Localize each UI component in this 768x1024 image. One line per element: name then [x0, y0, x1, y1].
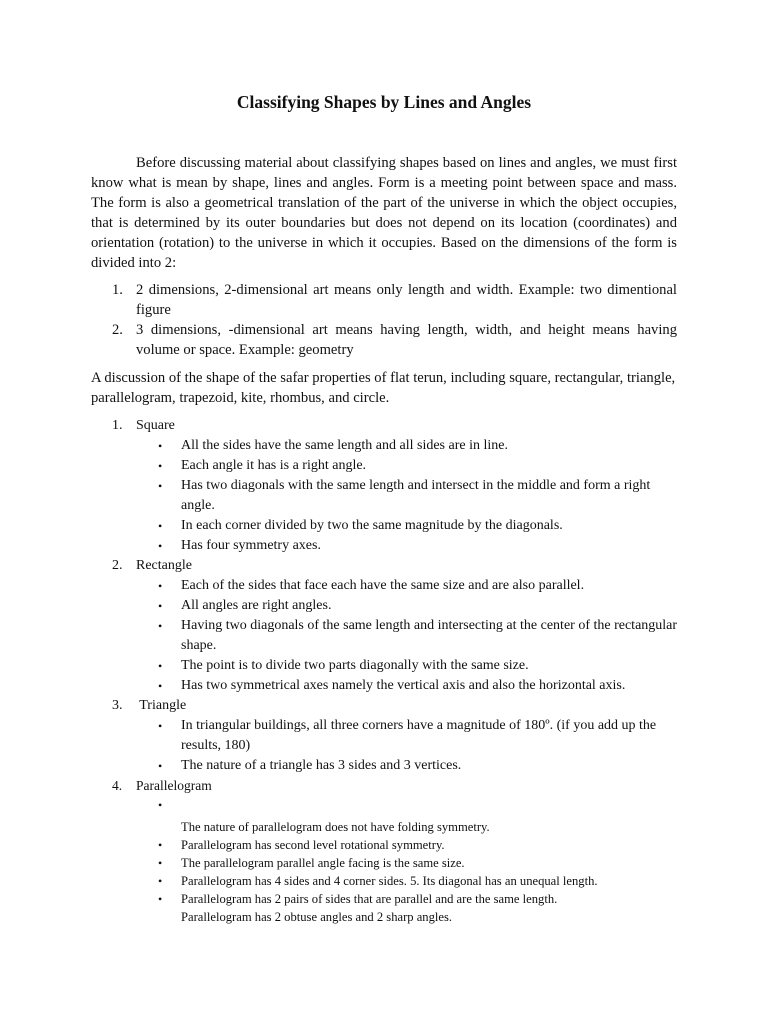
list-item — [91, 796, 681, 818]
list-item: • In each corner divided by two the same magnitude by the diagonals. — [91, 516, 681, 536]
list-item — [91, 280, 677, 320]
shape-name: Parallelogram — [136, 778, 212, 793]
bullet-icon: • — [158, 892, 163, 906]
shape-name: Square — [136, 418, 175, 433]
shape-item-parallelogram — [91, 776, 681, 926]
list-item: • The nature of a triangle has 3 sides and 3 vertices. — [91, 756, 681, 776]
shape-name: Rectangle — [136, 558, 192, 573]
shape-number: 4. — [112, 778, 123, 793]
list-item: • Parallelogram has 4 sides and 4 corner sides. 5. Its diagonal has an unequal length. — [158, 874, 598, 888]
bullet-icon: • — [158, 519, 163, 533]
list-item: • The parallelogram parallel angle facing is the same size. — [158, 856, 465, 870]
shape-item-square — [91, 416, 681, 556]
bullet-icon: • — [158, 719, 163, 733]
list-item: • Having two diagonals of the same length and intersecting at the center of the rectangular shape. — [158, 618, 678, 653]
bullet-icon: • — [158, 479, 163, 493]
bullet-icon: • — [158, 798, 163, 812]
shape-name: Triangle — [136, 698, 187, 713]
shape-number: 1. — [112, 418, 123, 433]
bullet-icon: • — [158, 539, 163, 553]
square-properties — [91, 436, 681, 556]
shape-item-triangle — [91, 696, 681, 776]
parallelogram-properties — [91, 796, 681, 926]
list-item: • The point is to divide two parts diagonally with the same size. — [91, 656, 681, 676]
list-item: • Has two diagonals with the same length and intersect in the middle and form a right angle. — [158, 478, 651, 513]
shapes-list — [91, 416, 681, 926]
shape-item-rectangle — [91, 556, 681, 696]
bullet-icon: • — [158, 874, 163, 888]
bullet-icon: • — [158, 599, 163, 613]
list-item: • Has four symmetry axes. — [91, 536, 681, 556]
list-number: 1. — [112, 282, 123, 298]
bullet-icon: • — [158, 659, 163, 673]
dimensions-list — [91, 280, 677, 360]
list-item: • Has two symmetrical axes namely the vertical axis and also the horizontal axis. — [91, 676, 681, 696]
page-title: Classifying Shapes by Lines and Angles — [236, 92, 532, 112]
list-item: The nature of parallelogram does not have folding symmetry. — [181, 820, 490, 834]
bullet-icon: • — [158, 459, 163, 473]
bullet-icon: • — [158, 759, 163, 773]
list-item — [91, 320, 677, 360]
bullet-icon: • — [158, 838, 163, 852]
bullet-icon: • — [158, 679, 163, 693]
list-item: • In triangular buildings, all three corners have a magnitude of 180º. (if you add up the results, 180) — [158, 718, 657, 753]
bullet-icon: • — [158, 619, 163, 633]
shape-number: 2. — [112, 558, 123, 573]
shape-number: 3. — [112, 698, 123, 713]
list-item: • Parallelogram has 2 pairs of sides that are parallel and are the same length. Parallelogram has 2 obtuse angles and 2 sharp angles. — [91, 890, 681, 926]
bullet-icon: • — [158, 856, 163, 870]
list-item: • Each angle it has is a right angle. — [91, 456, 681, 476]
list-text: 3 dimensions, -dimensional art means having length, width, and height means having volume or space. Example: geometry — [136, 322, 677, 358]
triangle-properties — [91, 716, 681, 776]
rectangle-properties — [91, 576, 681, 696]
intro-paragraph: Before discussing material about classifying shapes based on lines and angles, we must first know what is mean by shape, lines and angles. Form is a meeting point between space and mass. The form is also a geometrical translation of the part of the universe in which the object occupies, that is determined by its outer boundaries but does not depend on its location (coordinates) and orientation (rotation) to the universe in which it occupies. Based on the dimensions of the form is divided into 2: — [91, 155, 677, 271]
list-number: 2. — [112, 322, 123, 338]
discussion-paragraph: A discussion of the shape of the safar properties of flat terun, including square, rectangular, triangle, parallelogram, trapezoid, kite, rhombus, and circle. — [91, 370, 676, 406]
bullet-icon: • — [158, 439, 163, 453]
list-continuation: Parallelogram has 2 obtuse angles and 2 sharp angles. — [181, 910, 453, 924]
list-item: • Parallelogram has second level rotational symmetry. — [158, 838, 445, 852]
list-text: 2 dimensions, 2-dimensional art means only length and width. Example: two dimentional figure — [136, 282, 677, 318]
list-item: • Each of the sides that face each have the same size and are also parallel. — [91, 576, 681, 596]
bullet-icon: • — [158, 579, 163, 593]
list-item: • All the sides have the same length and all sides are in line. — [91, 436, 681, 456]
list-item: • All angles are right angles. — [91, 596, 681, 616]
